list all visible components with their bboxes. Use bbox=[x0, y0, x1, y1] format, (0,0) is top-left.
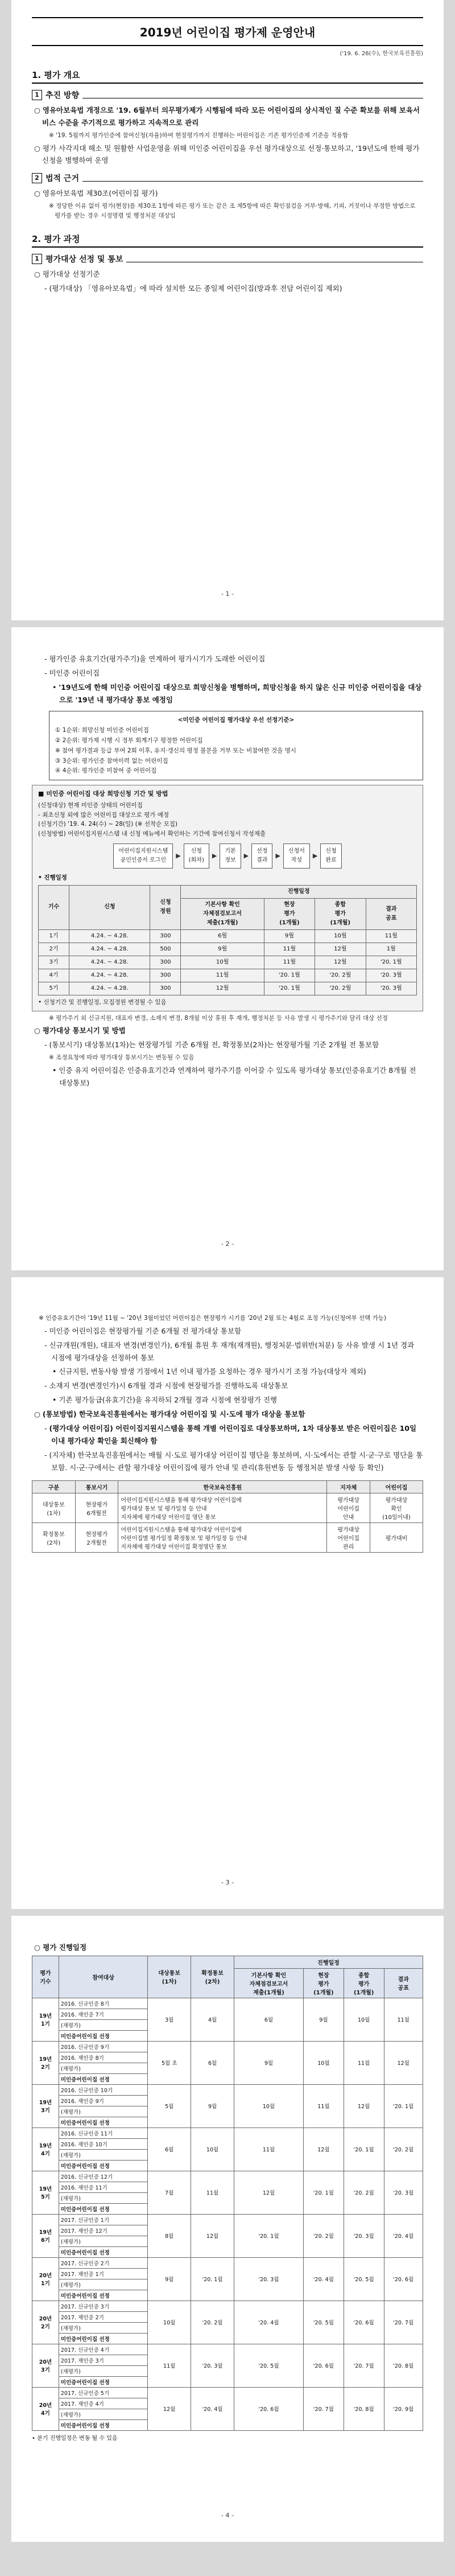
table-cell: 2016. 신규인증 11기 bbox=[59, 2128, 147, 2138]
note: ※ 조정요청에 따라 평가대상 통보시기는 변동될 수 있음 bbox=[49, 1054, 195, 1061]
table-header: 구분 bbox=[32, 1481, 76, 1493]
table-row bbox=[32, 2041, 423, 2052]
table-title: • 진행일정 bbox=[38, 874, 67, 882]
arrow-right-icon: ▶ bbox=[312, 852, 318, 860]
subsection-title: 평가대상 선정 및 통보 bbox=[46, 254, 123, 264]
table-header: 확정통보 (2차) bbox=[191, 1956, 234, 1998]
table-cell: 2기 bbox=[39, 943, 69, 956]
table-cell: 2016. 재인증 10기 bbox=[59, 2138, 147, 2149]
table-cell: 11월 bbox=[181, 969, 264, 982]
table-cell: '20. 4월 bbox=[384, 2214, 423, 2257]
table-cell: 9월 bbox=[304, 1998, 344, 2041]
table-cell: (재평가) bbox=[59, 2192, 147, 2203]
table-cell: 평가대상 어린이집 관리 bbox=[327, 1523, 370, 1553]
table-cell: 2017. 재인증 4기 bbox=[59, 2398, 147, 2409]
table-cell: '20. 3월 bbox=[366, 982, 416, 995]
table-header: 종합 평가 (1개월) bbox=[315, 898, 366, 929]
table-cell: 미인증어린이집 선정 bbox=[59, 2160, 147, 2171]
application-schedule-table bbox=[38, 885, 417, 995]
table-cell: (재평가) bbox=[59, 2149, 147, 2160]
table-cell: '20. 3월 bbox=[344, 2214, 384, 2257]
table-cell: 3월 bbox=[148, 1998, 191, 2041]
table-cell: 8월 bbox=[148, 2214, 191, 2257]
subsection-direction bbox=[32, 89, 423, 101]
note: ※ 정당한 이유 없이 평가(현장)를 제30조 1항에 따른 평가 또는 같은 조 제5항에 따른 확인점검을 거부·방해, 기피, 거짓이나 부정한 방법으로 평가를 받는 경우 시정명령 및 행정처분 대상임 bbox=[49, 203, 416, 219]
table-cell: 4.24. ~ 4.28. bbox=[69, 943, 150, 956]
table-row bbox=[32, 2128, 423, 2138]
table-cell: 4.24. ~ 4.28. bbox=[69, 929, 150, 943]
table-cell: 6월 bbox=[191, 2041, 234, 2084]
table-cell: 1기 bbox=[39, 929, 69, 943]
table-cell: 5월 bbox=[148, 2084, 191, 2128]
table-cell: '20. 3월 bbox=[384, 2171, 423, 2214]
table-cell: '20. 2월 bbox=[315, 982, 366, 995]
paragraph: ○ 평가 사각지대 해소 및 원활한 사업운영을 위해 미인증 어린이집을 우선 평가대상으로 선정·통보하고, '19년도에 한해 평가 신청을 병행하여 운영 bbox=[34, 143, 420, 165]
table-cell: 9월 bbox=[234, 2041, 304, 2084]
subsection-legal-basis bbox=[32, 172, 423, 184]
table-header: 어린이집 bbox=[370, 1481, 423, 1493]
notification-table bbox=[32, 1480, 423, 1553]
table-cell: '20. 1월 bbox=[384, 2084, 423, 2128]
table-cell: 20년 1기 bbox=[32, 2257, 59, 2301]
table-cell: 2017. 재인증 1기 bbox=[59, 2268, 147, 2279]
table-cell: 4.24. ~ 4.28. bbox=[69, 969, 150, 982]
page-4 bbox=[11, 1916, 444, 2542]
table-cell: 10월 bbox=[315, 929, 366, 943]
table-row bbox=[32, 1998, 423, 2009]
table-cell: (재평가) bbox=[59, 2019, 147, 2030]
table-cell: 미인증어린이집 선정 bbox=[59, 2290, 147, 2301]
paragraph: ○ 평가대상 통보시기 및 방법 bbox=[34, 1026, 126, 1035]
paragraph: • 신규지원, 변동사항 발생 기점에서 1년 이내 평가를 요청하는 경우 평가시기 조정 가능(대상자 제외) bbox=[52, 1367, 366, 1376]
table-cell: 300 bbox=[150, 982, 181, 995]
table-cell: 12월 bbox=[315, 956, 366, 969]
table-cell: 12월 bbox=[148, 2387, 191, 2430]
paragraph: ○ 영유아보육법 제30조(어린이집 평가) bbox=[34, 189, 158, 198]
table-cell: (재평가) bbox=[59, 2063, 147, 2073]
table-header: 현장 평가 (1개월) bbox=[304, 1968, 344, 1998]
table-cell: 20년 2기 bbox=[32, 2301, 59, 2344]
box-item: ④ 4순위: 평가인증 미참여 중 어린이집 bbox=[55, 767, 157, 775]
table-cell: 12월 bbox=[304, 2128, 344, 2171]
page-3 bbox=[11, 1277, 444, 1909]
table-cell: '20. 1월 bbox=[366, 956, 416, 969]
table-cell: 미인증어린이집 선정 bbox=[59, 2419, 147, 2430]
table-cell: '20. 6월 bbox=[234, 2387, 304, 2430]
table-header: 기수 bbox=[39, 885, 69, 929]
evaluation-schedule-table bbox=[32, 1956, 423, 2431]
application-flow bbox=[38, 843, 417, 869]
table-cell: 평가대상 확인 (10일이내) bbox=[370, 1493, 423, 1523]
table-cell: 12월 bbox=[384, 2041, 423, 2084]
table-cell: 11월 bbox=[304, 2084, 344, 2128]
paragraph: - (지자체) 한국보육진흥원에서는 매월 시·도로 평가대상 어린이집 명단을 통보하며, 시·도에서는 관할 시·군·구로 명단을 통보함. 시·군·구에서는 관할 평가대상 어린이집에 평가 안내 및 관리(휴원변동 등 행정처분 발생 사항 등 확인) bbox=[44, 1450, 423, 1472]
flow-step: 신청 완료 bbox=[320, 843, 341, 869]
table-header: 기본사항 확인 자체점검보고서 제출(1개월) bbox=[181, 898, 264, 929]
table-header: 통보시기 bbox=[75, 1481, 118, 1493]
table-cell: 11월 bbox=[148, 2344, 191, 2387]
paragraph: - 신규개원(개원), 대표자 변경(변경인가), 6개월 휴원 후 재개(재개원), 행정처분·법위반(처분) 등 사유 발생 시 1년 경과 시점에 평가대상을 선정하여 통보 bbox=[44, 1340, 415, 1362]
table-cell: 2017. 신규인증 5기 bbox=[59, 2387, 147, 2398]
table-header: 결과 공표 bbox=[366, 898, 416, 929]
table-cell: '20. 3월 bbox=[234, 2257, 304, 2301]
table-cell: (재평가) bbox=[59, 2409, 147, 2419]
paragraph: - (평가대상 어린이집) 어린이집지원시스템을 통해 개별 어린이집로 대상통보하며, 1차 대상통보 받은 어린이집은 10일 이내 평가대상 확인을 회신해야 함 bbox=[44, 1423, 417, 1445]
table-header: 대상통보 (1차) bbox=[148, 1956, 191, 1998]
table-cell: 미인증어린이집 선정 bbox=[59, 2073, 147, 2084]
paragraph: - (평가대상) 「영유아보육법」에 따라 설치한 모든 종일제 어린이집(방과후 전담 어린이집 제외) bbox=[44, 283, 342, 293]
table-row bbox=[32, 1493, 423, 1523]
table-cell: 20년 4기 bbox=[32, 2387, 59, 2430]
table-cell: 19년 2기 bbox=[32, 2041, 59, 2084]
table-cell: 500 bbox=[150, 943, 181, 956]
table-cell: 미인증어린이집 선정 bbox=[59, 2246, 147, 2257]
page-number: - 2 - bbox=[221, 1240, 234, 1248]
table-cell: '20. 3월 bbox=[191, 2344, 234, 2387]
table-cell: 9월 bbox=[181, 943, 264, 956]
table-cell: '20. 5월 bbox=[344, 2257, 384, 2301]
table-cell: 2017. 재인증 2기 bbox=[59, 2311, 147, 2322]
paragraph: - (통보시기) 대상통보(1차)는 현장평가일 기준 6개월 전, 확정통보(2차)는 현장평가월 기준 2개월 전 통보함 bbox=[44, 1040, 379, 1050]
table-cell: 300 bbox=[150, 956, 181, 969]
paragraph: • 인증 유지 어린이집은 인증유효기간과 연계하여 평가주기를 이어갈 수 있도록 평가대상 통보(인증유효기간 8개월 전 대상통보) bbox=[52, 1066, 416, 1087]
table-cell: 평가대비 bbox=[370, 1523, 423, 1553]
table-cell: 2016. 재인증 8기 bbox=[59, 2052, 147, 2063]
page-number: - 3 - bbox=[221, 1879, 234, 1886]
table-header: 참여대상 bbox=[59, 1956, 147, 1998]
date-note: ('19. 6. 26(수), 한국보육진흥원) bbox=[340, 51, 423, 57]
table-cell: '20. 1월 bbox=[234, 2214, 304, 2257]
flow-step: 신청서 작성 bbox=[283, 843, 310, 869]
table-cell: 확정통보 (2차) bbox=[32, 1523, 76, 1553]
table-cell: 6월 bbox=[181, 929, 264, 943]
table-cell: '20. 2월 bbox=[304, 2214, 344, 2257]
table-cell: 4기 bbox=[39, 969, 69, 982]
divider bbox=[126, 261, 423, 262]
table-cell: 12월 bbox=[315, 943, 366, 956]
table-cell: 10월 bbox=[181, 956, 264, 969]
table-cell: 2016. 재인증 7기 bbox=[59, 2009, 147, 2019]
table-header: 평가 기수 bbox=[32, 1956, 59, 1998]
table-header: 한국보육진흥원 bbox=[118, 1481, 327, 1493]
table-cell: '20. 1월 bbox=[344, 2128, 384, 2171]
table-cell: '20. 8월 bbox=[344, 2387, 384, 2430]
table-cell: 11월 bbox=[384, 1998, 423, 2041]
table-cell: 11월 bbox=[191, 2171, 234, 2214]
table-header: 진행일정 bbox=[181, 885, 417, 898]
table-cell: 9월 bbox=[148, 2257, 191, 2301]
flow-step: 기본 정보 bbox=[220, 843, 241, 869]
table-cell: '20. 1월 bbox=[264, 969, 315, 982]
table-cell: 10월 bbox=[191, 2128, 234, 2171]
flow-step: 신청 (회차) bbox=[184, 843, 209, 869]
table-cell: 19년 3기 bbox=[32, 2084, 59, 2128]
subsection-number: 1 bbox=[32, 90, 42, 100]
table-cell: 1월 bbox=[366, 943, 416, 956]
table-header: 현장 평가 (1개월) bbox=[264, 898, 315, 929]
section-2-heading: 2. 평가 과정 bbox=[32, 231, 423, 248]
table-cell: 어린이집지원시스템을 통해 평가대상 어린이집에 평가대상 통보 및 평가일정 등 안내 지자체에 평가대상 어린이집 명단 통보 bbox=[118, 1493, 327, 1523]
table-cell: 4.24. ~ 4.28. bbox=[69, 956, 150, 969]
table-cell: 6월 bbox=[234, 1998, 304, 2041]
table-cell: 2017. 신규인증 1기 bbox=[59, 2214, 147, 2225]
table-cell: '20. 2월 bbox=[315, 969, 366, 982]
table-cell: 2016. 신규인증 8기 bbox=[59, 1998, 147, 2009]
table-header: 지자체 bbox=[327, 1481, 370, 1493]
table-cell: (재평가) bbox=[59, 2365, 147, 2376]
subsection-selection bbox=[32, 253, 423, 265]
table-cell: 미인증어린이집 선정 bbox=[59, 2333, 147, 2344]
table-cell: '20. 6월 bbox=[384, 2257, 423, 2301]
page-2 bbox=[11, 627, 444, 1270]
note: ※ '19. 5월까지 평가인증에 참여신청(자율)하여 현장평가까지 진행하는 어린이집은 기존 평가인증제 기준을 적용함 bbox=[49, 131, 349, 139]
paragraph: ○ (통보방법) 한국보육진흥원에서는 평가대상 어린이집 및 시·도에 평가 대상을 통보함 bbox=[34, 1410, 305, 1419]
table-cell: 미인증어린이집 선정 bbox=[59, 2117, 147, 2128]
document-title: 2019년 어린이집 평가제 운영안내 bbox=[32, 17, 423, 46]
paragraph: ○ 평가대상 선정기준 bbox=[34, 269, 100, 278]
table-cell: 5월 초 bbox=[148, 2041, 191, 2084]
table-cell: 어린이집지원시스템을 통해 평가대상 어린이집에 어린이집별 평가일정 확정통보 및 평가일정 등 안내 지자체에 평가대상 어린이집 확정명단 통보 bbox=[118, 1523, 327, 1553]
table-row bbox=[39, 943, 417, 956]
box-title: ■ 미인증 어린이집 대상 희망신청 기간 및 방법 bbox=[38, 790, 168, 798]
table-cell: 2017. 신규인증 3기 bbox=[59, 2301, 147, 2311]
table-cell: 19년 4기 bbox=[32, 2128, 59, 2171]
table-cell: 9월 bbox=[264, 929, 315, 943]
paragraph: ○ 평가 진행일정 bbox=[34, 1943, 87, 1952]
subsection-title: 추진 방향 bbox=[46, 91, 79, 100]
arrow-right-icon: ▶ bbox=[212, 852, 217, 860]
table-cell: 5기 bbox=[39, 982, 69, 995]
table-row bbox=[39, 982, 417, 995]
table-cell: '20. 4월 bbox=[304, 2257, 344, 2301]
box-item: (신청방법) 어린이집지원시스템 내 신청 메뉴에서 확인하는 기간에 참여신청서 작성제출 bbox=[38, 830, 266, 838]
table-cell: 2017. 재인증 3기 bbox=[59, 2355, 147, 2365]
table-cell: 7월 bbox=[148, 2171, 191, 2214]
table-cell: (재평가) bbox=[59, 2236, 147, 2246]
box-item: ③ 3순위: 평가인증 참여이력 없는 어린이집 bbox=[55, 757, 168, 764]
table-cell: '20. 9월 bbox=[384, 2387, 423, 2430]
table-cell: (재평가) bbox=[59, 2279, 147, 2290]
table-cell: (재평가) bbox=[59, 2322, 147, 2333]
table-cell: 미인증어린이집 선정 bbox=[59, 2030, 147, 2041]
table-cell: 12월 bbox=[234, 2171, 304, 2214]
table-cell: 현장평가 6개월전 bbox=[75, 1493, 118, 1523]
table-cell: '20. 6월 bbox=[304, 2344, 344, 2387]
box-title: <미인증 어린이집 평가대상 우선 선정기준> bbox=[177, 716, 295, 723]
table-cell: 300 bbox=[150, 929, 181, 943]
table-row bbox=[32, 2171, 423, 2182]
table-cell: 2016. 재인증 11기 bbox=[59, 2182, 147, 2192]
page-number: - 4 - bbox=[221, 2512, 234, 2519]
box-item: (신청대상) 현재 미인증 상태의 어린이집 bbox=[38, 801, 143, 809]
table-row bbox=[32, 2301, 423, 2311]
table-row bbox=[39, 956, 417, 969]
divider bbox=[82, 180, 423, 182]
table-header: 결과 공표 bbox=[384, 1968, 423, 1998]
table-cell: '20. 1월 bbox=[304, 2171, 344, 2214]
table-cell: 2017. 신규인증 4기 bbox=[59, 2344, 147, 2355]
arrow-right-icon: ▶ bbox=[275, 852, 280, 860]
note: ※ 평가주기 외 신규지원, 대표자 변경, 소재지 변경, 8개월 이상 휴원 후 재개, 행정처분 등 사유 발생 시 평가주기와 달리 대상 선정 bbox=[49, 1014, 388, 1022]
table-cell: 2017. 재인증 12기 bbox=[59, 2225, 147, 2236]
paragraph: • '19년도에 한해 미인증 어린이집 대상으로 희망신청을 병행하며, 희망신청을 하지 않은 신규 미인증 어린이집을 대상으로 '19년 내 평가대상 통보 예정임 bbox=[52, 682, 422, 704]
table-cell: 12월 bbox=[181, 982, 264, 995]
table-cell: (재평가) bbox=[59, 2106, 147, 2117]
table-cell: '20. 1월 bbox=[191, 2257, 234, 2301]
table-cell: 11월 bbox=[344, 2041, 384, 2084]
flow-step: 선정 결과 bbox=[251, 843, 272, 869]
table-cell: '20. 5월 bbox=[304, 2301, 344, 2344]
table-cell: 4.24. ~ 4.28. bbox=[69, 982, 150, 995]
table-cell: 2016. 재인증 9기 bbox=[59, 2095, 147, 2106]
table-header: 종합 평가 (1개월) bbox=[344, 1968, 384, 1998]
table-cell: 10월 bbox=[234, 2084, 304, 2128]
table-cell: '20. 4월 bbox=[234, 2301, 304, 2344]
table-cell: 2016. 신규인증 12기 bbox=[59, 2171, 147, 2182]
table-cell: 20년 3기 bbox=[32, 2344, 59, 2387]
subsection-number: 2 bbox=[32, 173, 42, 183]
table-header: 기본사항 확인 자체점검보고서 제출(1개월) bbox=[234, 1968, 304, 1998]
table-cell: 300 bbox=[150, 969, 181, 982]
table-cell: 19년 5기 bbox=[32, 2171, 59, 2214]
table-row bbox=[39, 929, 417, 943]
table-cell: 11월 bbox=[264, 956, 315, 969]
paragraph: ○ 영유아보육법 개정으로 '19. 6월부터 의무평가제가 시행됨에 따라 모든 어린이집의 상시적인 질 수준 확보를 위해 보육서비스 수준을 주기적으로 평가하고 지속적으로 관리 bbox=[34, 106, 420, 127]
table-cell: 11월 bbox=[264, 943, 315, 956]
table-row bbox=[39, 969, 417, 982]
flow-step: 어린이집지원시스템 공인인증서 로그인 bbox=[113, 843, 173, 869]
application-info-box bbox=[32, 785, 423, 1011]
table-cell: 11월 bbox=[234, 2128, 304, 2171]
table-cell: '20. 5월 bbox=[234, 2344, 304, 2387]
table-cell: 10월 bbox=[344, 1998, 384, 2041]
table-header: 진행일정 bbox=[234, 1956, 423, 1968]
table-row bbox=[32, 2257, 423, 2268]
table-header: 신청 bbox=[69, 885, 150, 929]
table-cell: 11월 bbox=[366, 929, 416, 943]
table-note: • 신청기간 및 진행일정, 모집정원 변경될 수 있음 bbox=[38, 998, 167, 1006]
table-cell: 3기 bbox=[39, 956, 69, 969]
note: ※ 인증유효기간이 '19년 11월 ~ '20년 3월이었던 어린이집은 현장평가 시기를 '20년 2월 또는 4월로 조정 가능(신청여부 선택 가능) bbox=[39, 1315, 386, 1322]
table-row bbox=[32, 2344, 423, 2355]
table-cell: '20. 6월 bbox=[344, 2301, 384, 2344]
table-cell: '20. 3월 bbox=[366, 969, 416, 982]
table-cell: 미인증어린이집 선정 bbox=[59, 2376, 147, 2387]
paragraph: - 평가인증 유효기간(평가주기)을 연계하여 평가시기가 도래한 어린이집 bbox=[44, 655, 266, 663]
table-cell: 12월 bbox=[191, 2214, 234, 2257]
table-cell: '20. 7월 bbox=[384, 2301, 423, 2344]
table-cell: 10월 bbox=[304, 2041, 344, 2084]
table-cell: '20. 7월 bbox=[304, 2387, 344, 2430]
arrow-right-icon: ▶ bbox=[243, 852, 249, 860]
table-cell: 19년 6기 bbox=[32, 2214, 59, 2257]
table-cell: 6월 bbox=[148, 2128, 191, 2171]
table-cell: '20. 2월 bbox=[191, 2301, 234, 2344]
table-cell: 2016. 신규인증 9기 bbox=[59, 2041, 147, 2052]
table-cell: '20. 2월 bbox=[384, 2128, 423, 2171]
table-cell: '20. 7월 bbox=[344, 2344, 384, 2387]
box-item: - 최초신청 외에 많은 어린이집 대상으로 평가 예정 bbox=[38, 811, 169, 818]
section-1-heading: 1. 평가 개요 bbox=[32, 67, 423, 84]
table-cell: 2017. 신규인증 2기 bbox=[59, 2257, 147, 2268]
table-note: • 분기 진행일정은 변동 될 수 있음 bbox=[32, 2435, 118, 2442]
box-item: ① 1순위: 희망신청 미인증 어린이집 bbox=[55, 727, 149, 734]
box-item: (신청기간) '19. 4. 24(수) ~ 28(일) (※ 선착순 모집) bbox=[38, 821, 177, 828]
table-row bbox=[32, 2084, 423, 2095]
paragraph: - 미인증 어린이집은 현장평가월 기준 6개월 전 평가대상 통보함 bbox=[44, 1326, 242, 1335]
table-cell: 미인증어린이집 선정 bbox=[59, 2203, 147, 2214]
box-item: ※ 참여 평가결과 등급 부여 2회 이후, 유지·갱신의 평정 불문을 거부 또는 비참여한 것을 명시 bbox=[55, 747, 296, 754]
subsection-number: 1 bbox=[32, 254, 42, 264]
paragraph: - 소재지 변경(변경인가)시 6개월 경과 시점에 현장평가를 진행하도록 대상통보 bbox=[44, 1381, 288, 1390]
divider bbox=[82, 97, 423, 98]
paragraph: • 기존 평가등급(유효기간)을 유지하되 2개월 경과 시점에 현장평가 진행 bbox=[52, 1396, 277, 1405]
table-cell: '20. 8월 bbox=[384, 2344, 423, 2387]
priority-criteria-box bbox=[49, 711, 423, 781]
table-cell: 12월 bbox=[344, 2084, 384, 2128]
page-1 bbox=[11, 0, 444, 620]
table-cell: 9월 bbox=[191, 2084, 234, 2128]
table-cell: '20. 2월 bbox=[344, 2171, 384, 2214]
table-cell: '20. 4월 bbox=[191, 2387, 234, 2430]
table-cell: 평가대상 어린이집 안내 bbox=[327, 1493, 370, 1523]
table-cell: 10월 bbox=[148, 2301, 191, 2344]
table-cell: 대상통보 (1차) bbox=[32, 1493, 76, 1523]
arrow-right-icon: ▶ bbox=[176, 852, 181, 860]
box-item: ② 2순위: 평가제 시행 시 정부 회계기구 평정한 어린이집 bbox=[55, 737, 203, 744]
table-cell: '20. 1월 bbox=[264, 982, 315, 995]
table-row bbox=[32, 1523, 423, 1553]
table-cell: 19년 1기 bbox=[32, 1998, 59, 2041]
table-row bbox=[32, 2387, 423, 2398]
paragraph: - 미인증 어린이집 bbox=[44, 668, 100, 677]
table-cell: 2016. 신규인증 10기 bbox=[59, 2084, 147, 2095]
table-cell: 4월 bbox=[191, 1998, 234, 2041]
table-row bbox=[32, 2214, 423, 2225]
table-header: 신청 정원 bbox=[150, 885, 181, 929]
table-cell: 현장평가 2개월전 bbox=[75, 1523, 118, 1553]
page-number: - 1 - bbox=[221, 590, 234, 598]
subsection-title: 법적 근거 bbox=[46, 174, 79, 184]
